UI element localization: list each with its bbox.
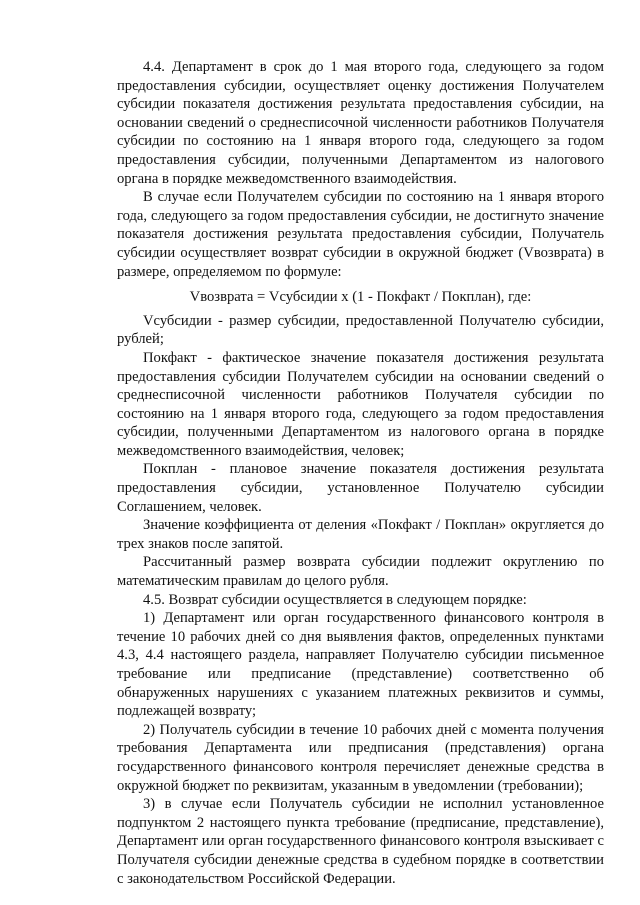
list-item-2: 2) Получатель субсидии в течение 10 рабочих дней с момента получения требования Департамента или предписания (представления) органа государственного финансового контроля перечисляет денежные средства в окружной бюджет по реквизитам, указанным в уведомлении (требовании); [117,721,604,794]
definition-vsubsidii: Vсубсидии - размер субсидии, предоставленной Получателю субсидии, рублей; [117,312,604,348]
coefficient-rounding-note: Значение коэффициента от деления «Покфакт / Покплан» округляется до трех знаков после запятой. [117,517,604,552]
list-item-1: 1) Департамент или орган государственного финансового контроля в течение 10 рабочих дней со дня выявления фактов, определенных пунктами 4.3, 4.4 настоящего раздела, направляет Получателю субсидии письменное требование или предписание (представление) соответственно об обнаруженных нарушениях с указанием платежных реквизитов и суммы, подлежащей возврату; [117,610,604,720]
document-body [117,58,604,888]
definition-pokplan: Покплан - плановое значение показателя достижения результата предоставления субсидии, установленное Получателю субсидии Соглашением, человек. [117,461,604,515]
paragraph-return-condition: В случае если Получателем субсидии по состоянию на 1 января второго года, следующего за годом предоставления субсидии, не достигнуто значение показателя достижения результата предоставления субсидии, Получатель субсидии осуществляет возврат субсидии в окружной бюджет (Vвозврата) в размере, определяемом по формуле: [117,189,604,280]
definition-pokfakt: Покфакт - фактическое значение показателя достижения результата предоставления субсидии Получателем субсидии на основании сведений о среднесписочной численности работников Получателя субсидии по состоянию на 1 января второго года, следующего за годом предоставления субсидии, полученными Департаментом из налогового органа в порядке межведомственного взаимодействия, человек; [117,349,604,459]
return-formula: Vвозврата = Vсубсидии x (1 - Покфакт / Покплан), где: [189,289,532,306]
list-item-3: 3) в случае если Получатель субсидии не исполнил установленное подпунктом 2 настоящего пункта требование (предписание, представление), Департамент или орган государственного финансового контроля взыскивает с Получателя субсидии денежные средства в судебном порядке в соответствии с законодательством Российской Федерации. [117,796,604,887]
amount-rounding-note: Рассчитанный размер возврата субсидии подлежит округлению по математическим правилам до целого рубля. [117,554,604,590]
paragraph-4-5: 4.5. Возврат субсидии осуществляется в следующем порядке: [143,591,527,608]
paragraph-4-4: 4.4. Департамент в срок до 1 мая второго года, следующего за годом предоставления субсидии, осуществляет оценку достижения Получателем субсидии показателя достижения результата предоставления субсидии, на основании сведений о среднесписочной численности работников Получателя субсидии по состоянию на 1 января второго года, следующего за годом предоставления субсидии, полученными Департаментом из налогового органа в порядке межведомственного взаимодействия. [117,59,604,187]
